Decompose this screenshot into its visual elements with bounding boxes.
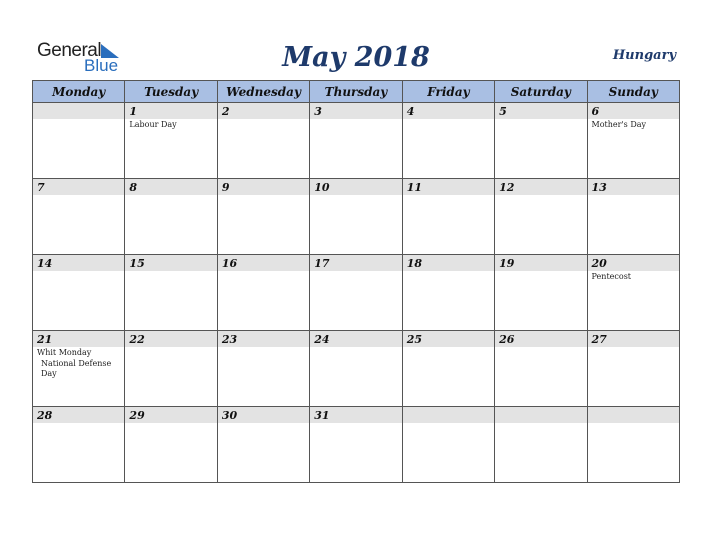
day-number: 11 — [403, 179, 494, 195]
day-cell — [310, 103, 402, 179]
day-cell — [310, 179, 402, 255]
day-number: 3 — [310, 103, 401, 119]
day-number: 14 — [33, 255, 124, 271]
day-cell — [495, 407, 587, 483]
day-cell — [402, 331, 494, 407]
month-calendar — [32, 80, 680, 483]
day-cell — [495, 179, 587, 255]
day-cell — [33, 407, 125, 483]
day-cell — [587, 407, 679, 483]
weekday-sunday: Sunday — [587, 81, 679, 103]
day-cell — [125, 331, 217, 407]
day-number — [33, 103, 124, 119]
logo-blue-text: Blue — [84, 56, 119, 75]
week-row — [33, 179, 680, 255]
day-number: 8 — [125, 179, 216, 195]
day-number: 17 — [310, 255, 401, 271]
day-cell — [310, 255, 402, 331]
weekday-friday: Friday — [402, 81, 494, 103]
day-cell — [495, 103, 587, 179]
holiday-label: Mother's Day — [591, 120, 647, 129]
day-cell — [217, 407, 309, 483]
holiday-label: Pentecost — [591, 272, 632, 281]
day-cell — [125, 103, 217, 179]
day-number: 29 — [125, 407, 216, 423]
day-cell — [33, 179, 125, 255]
day-cell — [125, 179, 217, 255]
day-number: 10 — [310, 179, 401, 195]
day-number: 2 — [218, 103, 309, 119]
calendar-title: May 2018 — [282, 42, 430, 73]
day-cell — [587, 103, 679, 179]
day-cell — [217, 179, 309, 255]
day-cell — [310, 407, 402, 483]
day-cell — [495, 255, 587, 331]
logo-general-text: General — [37, 40, 102, 61]
day-cell — [125, 407, 217, 483]
day-cell — [33, 331, 125, 407]
week-row — [33, 407, 680, 483]
day-number: 16 — [218, 255, 309, 271]
day-number: 9 — [218, 179, 309, 195]
day-cell — [495, 331, 587, 407]
day-number: 7 — [33, 179, 124, 195]
day-number: 20 — [588, 255, 679, 271]
weekday-saturday: Saturday — [495, 81, 587, 103]
day-number: 25 — [403, 331, 494, 347]
week-row — [33, 103, 680, 179]
day-cell — [402, 407, 494, 483]
day-number: 4 — [403, 103, 494, 119]
day-cell — [217, 103, 309, 179]
weekday-wednesday: Wednesday — [217, 81, 309, 103]
day-number: 21 — [33, 331, 124, 347]
day-number: 26 — [495, 331, 586, 347]
holiday-label: National Defense Day — [41, 359, 112, 378]
day-number: 1 — [125, 103, 216, 119]
day-number: 27 — [588, 331, 679, 347]
country-label: Hungary — [612, 48, 676, 63]
day-cell — [217, 255, 309, 331]
day-cell — [402, 255, 494, 331]
day-number — [495, 407, 586, 423]
day-number: 13 — [588, 179, 679, 195]
day-number: 23 — [218, 331, 309, 347]
weekday-monday: Monday — [33, 81, 125, 103]
holiday-label: Whit Monday — [37, 348, 92, 357]
day-number: 5 — [495, 103, 586, 119]
day-number — [588, 407, 679, 423]
day-number: 28 — [33, 407, 124, 423]
day-cell — [33, 103, 125, 179]
day-cell — [402, 103, 494, 179]
day-number: 6 — [588, 103, 679, 119]
day-number: 31 — [310, 407, 401, 423]
day-cell — [310, 331, 402, 407]
weekday-thursday: Thursday — [310, 81, 402, 103]
day-cell — [587, 179, 679, 255]
day-cell — [402, 179, 494, 255]
day-cell — [587, 331, 679, 407]
day-cell — [125, 255, 217, 331]
day-number — [403, 407, 494, 423]
day-number: 22 — [125, 331, 216, 347]
day-number: 30 — [218, 407, 309, 423]
day-cell — [587, 255, 679, 331]
day-number: 18 — [403, 255, 494, 271]
week-row — [33, 331, 680, 407]
day-number: 15 — [125, 255, 216, 271]
day-number: 12 — [495, 179, 586, 195]
weekday-header-row — [33, 81, 680, 103]
week-row — [33, 255, 680, 331]
day-cell — [33, 255, 125, 331]
day-number: 24 — [310, 331, 401, 347]
day-cell — [217, 331, 309, 407]
holiday-label: Labour Day — [129, 120, 177, 129]
day-number: 19 — [495, 255, 586, 271]
weekday-tuesday: Tuesday — [125, 81, 217, 103]
